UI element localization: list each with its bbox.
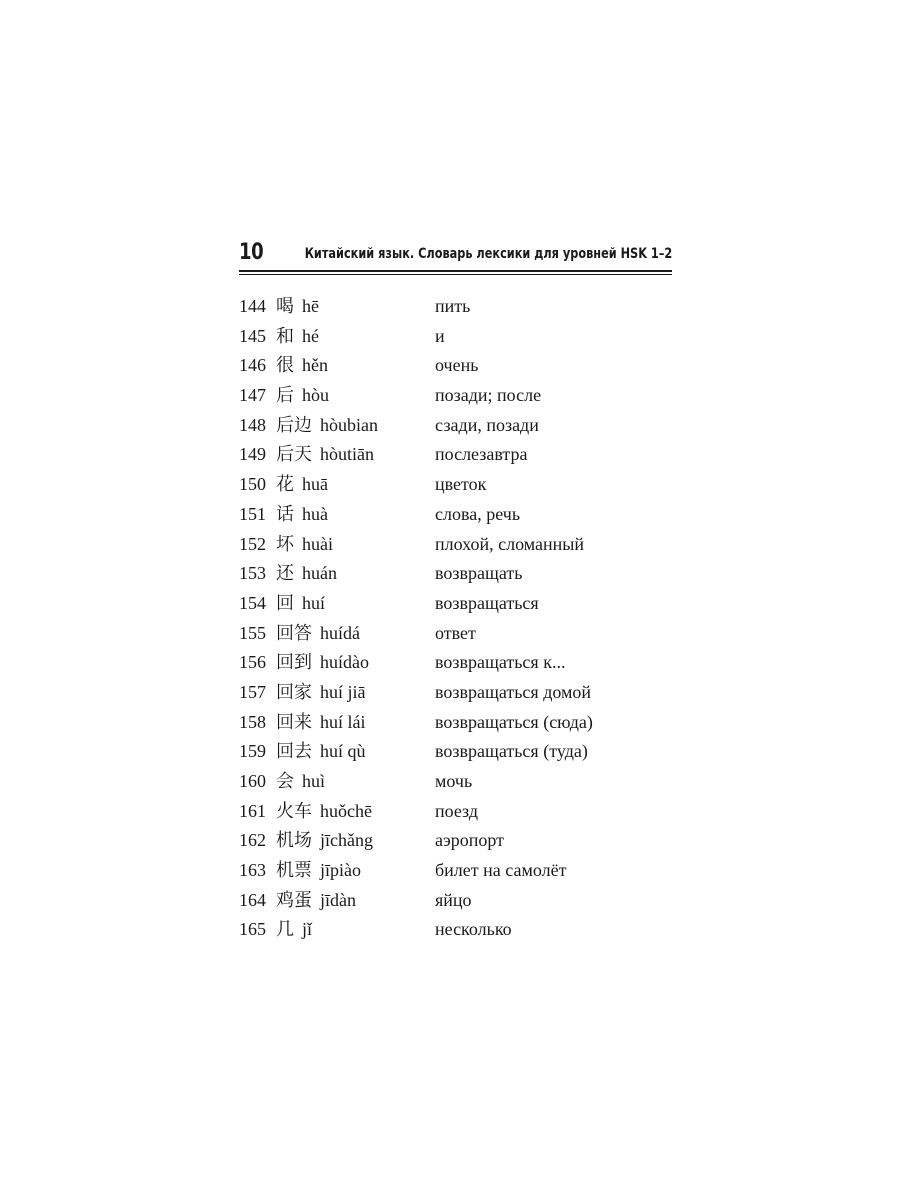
entry-translation: плохой, сломанный [435,533,584,554]
header-rule-thin [239,274,672,275]
vocab-entry [239,530,672,560]
entry-pinyin: hòubian [320,414,378,435]
entry-pinyin: jīchǎng [320,830,373,851]
entry-pinyin: huí qù [320,741,366,762]
entry-pinyin: hòutiān [320,444,374,465]
page-number: 10 [239,240,264,265]
running-title: Китайский язык. Словарь лексики для уровней HSK 1–2 [304,246,672,262]
entry-translation: аэропорт [435,830,504,851]
entry-number: 163 [239,860,266,881]
entry-number: 162 [239,830,266,851]
entry-pinyin: jīpiào [320,860,361,881]
entry-pinyin: jīdàn [320,889,356,910]
entry-number: 157 [239,681,266,702]
entry-number: 148 [239,414,266,435]
entry-translation: билет на самолёт [435,860,567,881]
entry-pinyin: hé [302,325,319,346]
entry-translation: возвращать [435,563,523,584]
entry-pinyin: hěn [302,355,328,376]
vocab-entry [239,559,672,589]
vocab-entry [239,648,672,678]
vocab-entry [239,826,672,856]
vocab-entry [239,589,672,619]
entry-hanzi: 很 [276,355,294,377]
entry-number: 153 [239,563,266,584]
vocab-entry [239,322,672,352]
entry-pinyin: huán [302,563,337,584]
entry-translation: очень [435,355,479,376]
entry-hanzi: 后 [276,385,294,407]
vocab-entry [239,411,672,441]
entry-number: 154 [239,592,266,613]
entry-pinyin: huídào [320,652,369,673]
entry-pinyin: huí lái [320,711,366,732]
entry-pinyin: huí jiā [320,681,366,702]
entry-translation: ответ [435,622,476,643]
entry-number: 159 [239,741,266,762]
entry-pinyin: huài [302,533,333,554]
entry-translation: сзади, позади [435,414,539,435]
entry-hanzi: 后天 [276,444,312,466]
entry-number: 146 [239,355,266,376]
entry-hanzi: 回到 [276,652,312,674]
vocab-entry [239,797,672,827]
entry-number: 152 [239,533,266,554]
vocab-entry [239,678,672,708]
entry-translation: мочь [435,771,473,791]
entry-hanzi: 机场 [276,830,312,852]
entry-number: 164 [239,889,266,910]
entry-translation: несколько [435,919,512,940]
entry-hanzi: 话 [276,503,294,525]
entry-hanzi: 回家 [276,681,312,703]
vocab-entry [239,737,672,767]
entry-translation: слова, речь [435,503,521,524]
vocab-entry [239,292,672,322]
entry-translation: возвращаться к... [435,652,566,673]
entry-number: 144 [239,296,266,316]
entry-number: 158 [239,711,266,732]
entry-pinyin: hòu [302,385,329,406]
entry-number: 145 [239,325,266,346]
entry-number: 147 [239,385,266,406]
entry-translation: возвращаться домой [435,681,592,702]
entry-pinyin: huí [302,592,326,613]
entry-pinyin: huǒchē [320,800,372,821]
entry-hanzi: 和 [276,325,294,347]
entry-hanzi: 回去 [276,741,312,763]
entry-hanzi: 花 [276,474,294,496]
entry-hanzi: 火车 [276,800,312,822]
entry-hanzi: 回来 [276,711,312,733]
entry-hanzi: 会 [276,771,294,792]
vocab-entry [239,856,672,886]
vocab-entry [239,886,672,916]
entry-pinyin: hē [302,296,319,316]
page-header [239,238,672,270]
entry-hanzi: 喝 [276,296,294,317]
entry-hanzi: 鸡蛋 [276,889,312,911]
vocab-entry [239,351,672,381]
entry-translation: позади; после [435,385,542,406]
entry-hanzi: 回答 [276,622,312,644]
vocab-entry [239,915,672,945]
entry-translation: возвращаться (сюда) [435,711,593,732]
vocab-entry [239,708,672,738]
entry-number: 156 [239,652,266,673]
vocab-entry [239,381,672,411]
vocab-entry [239,470,672,500]
entry-translation: поезд [435,800,479,821]
entry-number: 149 [239,444,266,465]
entry-translation: яйцо [435,889,472,910]
entry-pinyin: huā [302,474,328,495]
vocab-entry [239,440,672,470]
entry-pinyin: huídá [320,622,360,643]
entry-translation: послезавтра [435,444,528,465]
entry-translation: возвращаться (туда) [435,741,588,762]
entry-hanzi: 几 [276,919,294,941]
vocabulary-list [239,292,672,945]
entry-number: 150 [239,474,266,495]
vocab-entry [239,767,672,797]
entry-hanzi: 坏 [276,533,294,555]
entry-translation: пить [435,296,471,316]
entry-number: 160 [239,771,266,791]
vocab-entry [239,619,672,649]
entry-hanzi: 机票 [276,860,312,882]
entry-translation: и [435,325,445,346]
entry-number: 161 [239,800,266,821]
entry-translation: цветок [435,474,487,495]
entry-translation: возвращаться [435,592,539,613]
entry-number: 151 [239,503,266,524]
entry-pinyin: huì [302,771,326,791]
header-rule-thick [239,270,672,272]
entry-pinyin: jǐ [302,919,313,940]
entry-hanzi: 后边 [276,414,312,436]
entry-hanzi: 回 [276,592,294,614]
entry-number: 165 [239,919,266,940]
vocab-entry [239,500,672,530]
entry-hanzi: 还 [276,563,294,585]
entry-pinyin: huà [302,503,328,524]
entry-number: 155 [239,622,266,643]
